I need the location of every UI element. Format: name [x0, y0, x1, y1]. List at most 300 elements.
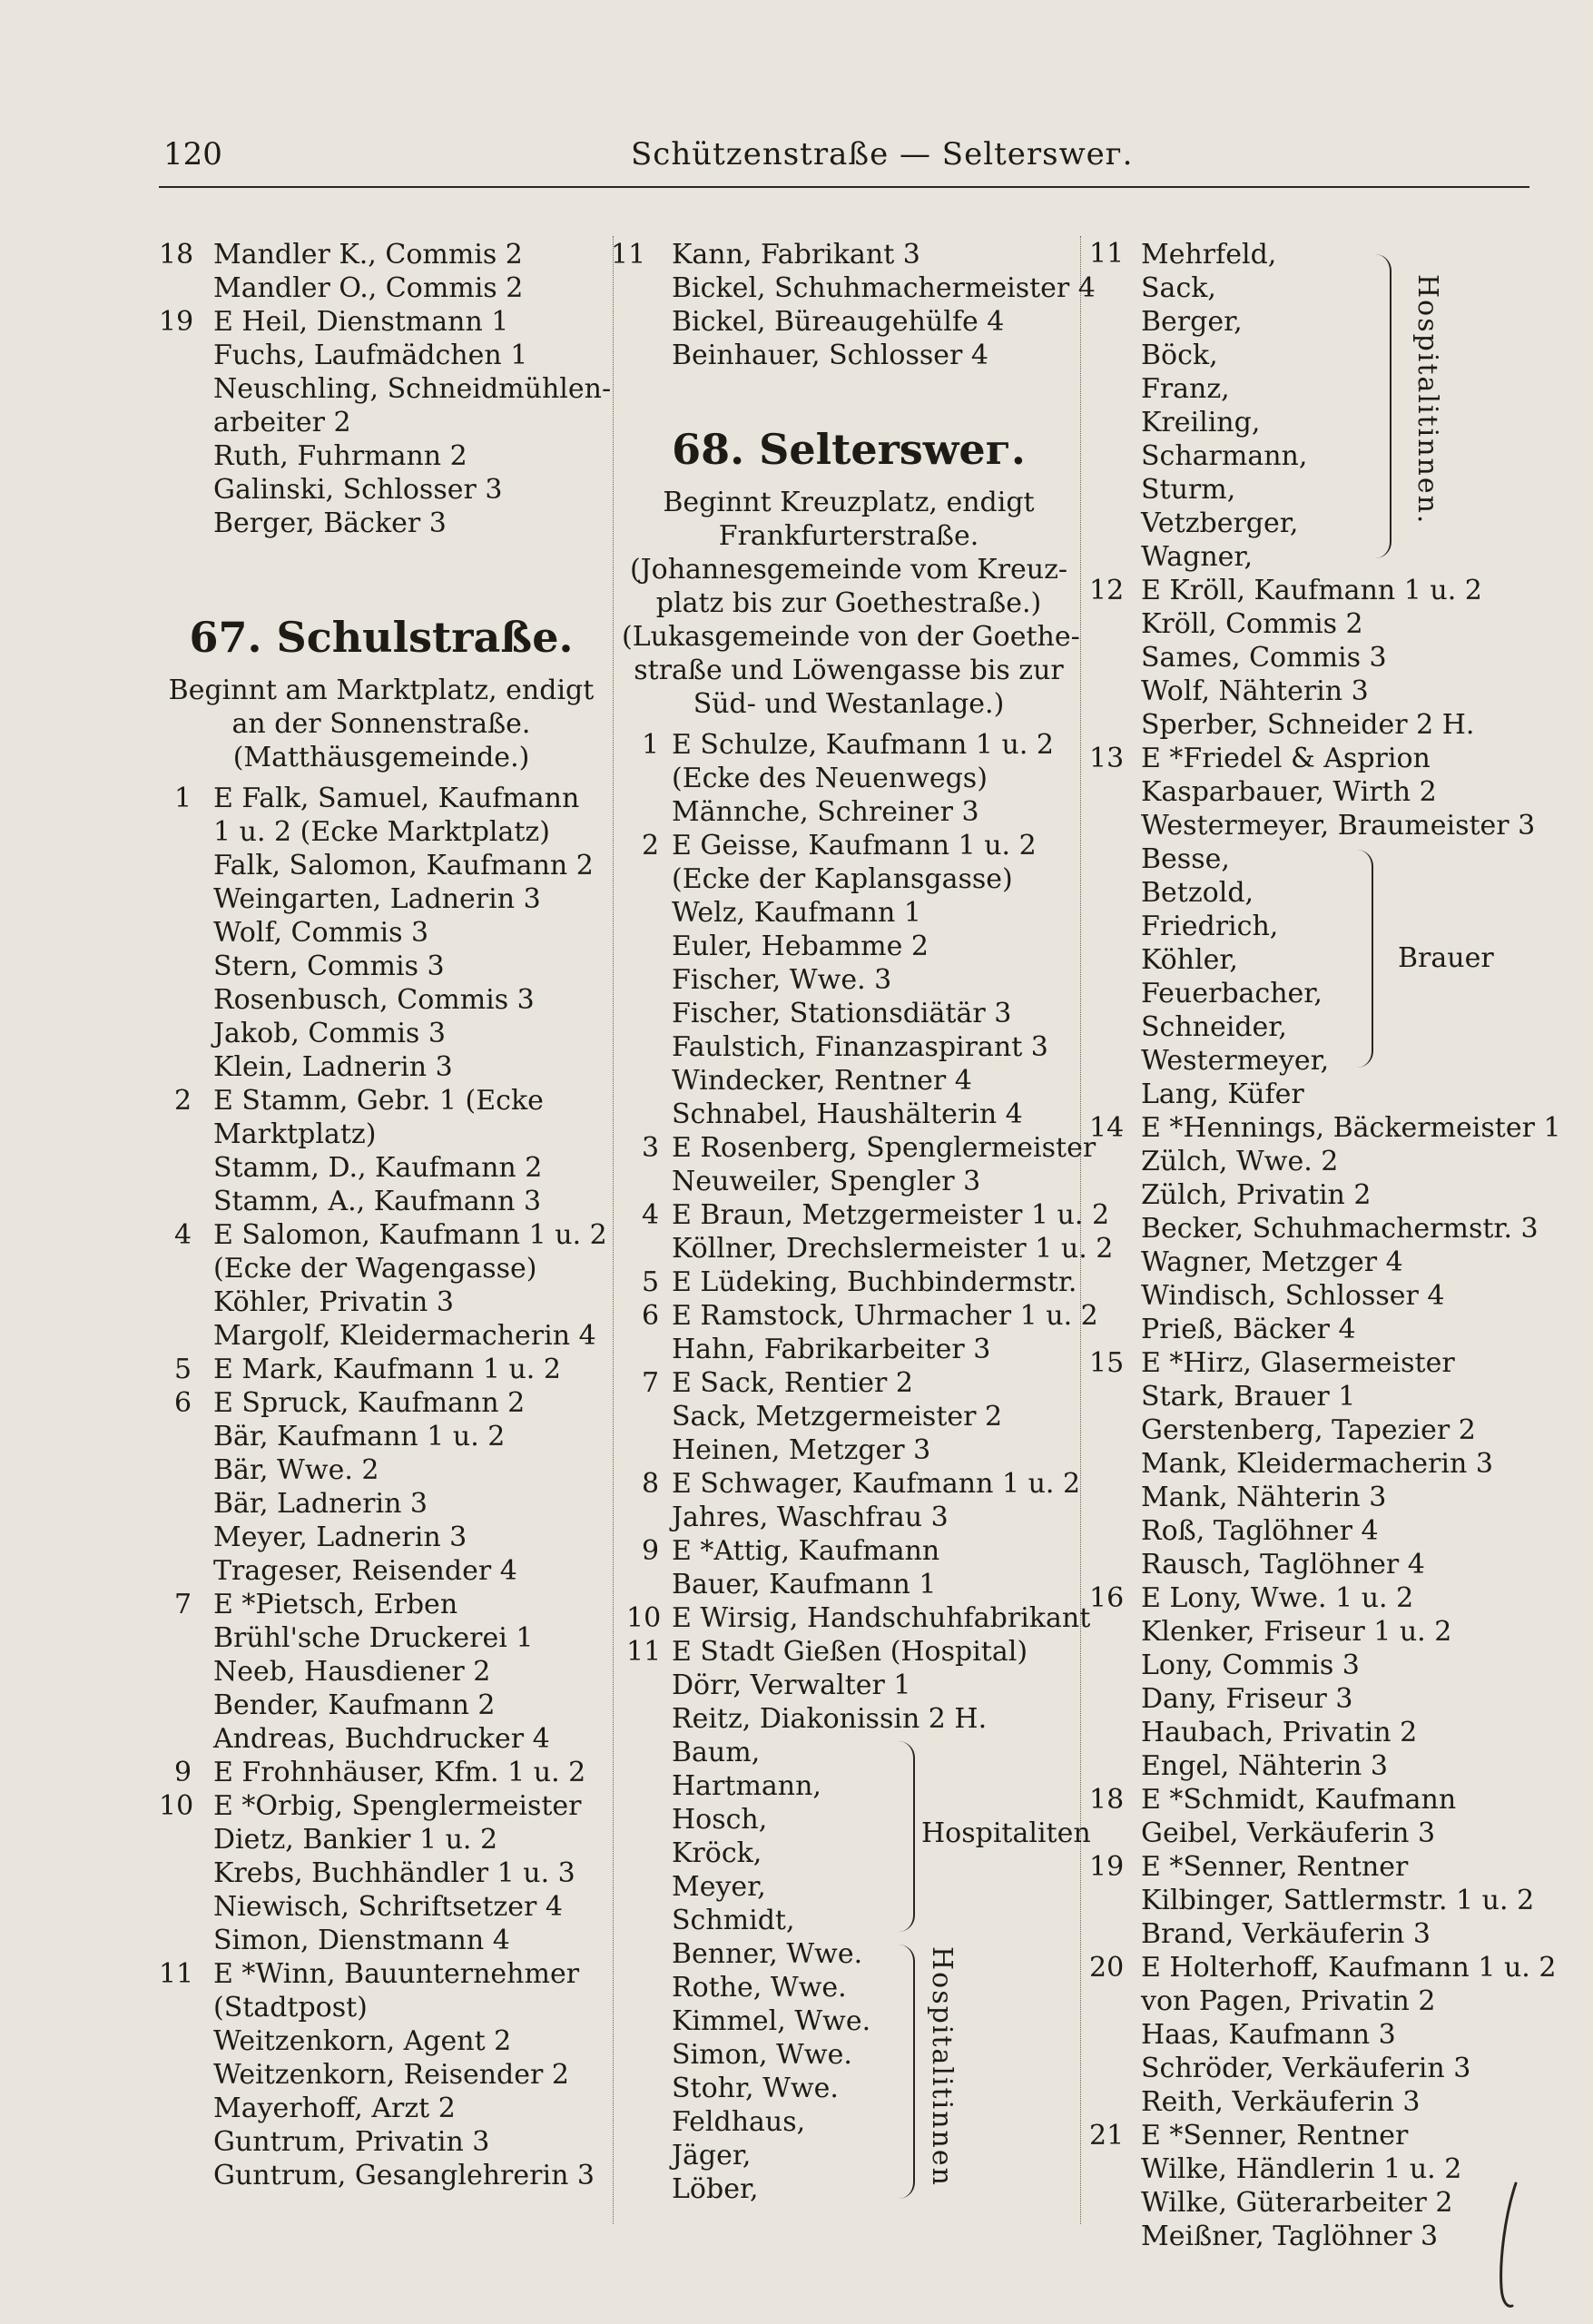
directory-entry — [159, 2024, 604, 2058]
section-desc-line: platz bis zur Goethestraße.) — [655, 587, 1042, 619]
entry-text: Prieß, Bäcker 4 — [1141, 1314, 1356, 1345]
entry-text: von Pagen, Privatin 2 — [1141, 1985, 1436, 2017]
entry-text: E Rosenberg, Spenglermeister — [672, 1132, 1096, 1164]
entry-text: Haubach, Privatin 2 — [1141, 1717, 1418, 1748]
directory-entry — [622, 896, 1076, 930]
directory-entry — [622, 1501, 1076, 1534]
directory-entry — [1085, 2186, 1529, 2220]
directory-entry — [622, 1467, 1081, 1501]
house-number: 13 — [1089, 743, 1125, 774]
house-number: 5 — [174, 1354, 192, 1385]
group-member: Wagner, — [1141, 541, 1253, 573]
directory-entry — [1085, 1749, 1529, 1783]
entry-text: Becker, Schuhmachermstr. 3 — [1141, 1213, 1539, 1245]
selterweg-description — [622, 486, 1080, 721]
entry-text: Jakob, Commis 3 — [213, 1018, 446, 1049]
entry-text: E Braun, Metzgermeister 1 u. 2 — [672, 1199, 1110, 1231]
directory-entry — [622, 1601, 1091, 1635]
directory-entry — [159, 1151, 604, 1185]
directory-entry — [622, 1098, 1076, 1131]
directory-entry — [622, 1534, 1076, 1568]
group-member: Böck, — [1141, 340, 1218, 371]
directory-entry — [159, 1588, 604, 1621]
entry-text: Roß, Taglöhner 4 — [1141, 1515, 1379, 1547]
directory-entry — [622, 1635, 1076, 1669]
directory-entry — [159, 1890, 604, 1924]
directory-entry — [1085, 2119, 1529, 2152]
group-member: Kimmel, Wwe. — [672, 2005, 871, 2037]
entry-text: Hahn, Fabrikarbeiter 3 — [672, 1334, 991, 1365]
house-number: 1 — [642, 729, 660, 761]
directory-entry — [1085, 1581, 1529, 1615]
house-number: 7 — [642, 1367, 660, 1399]
group-member: Scharmann, — [1141, 440, 1308, 472]
entry-text: Klenker, Friseur 1 u. 2 — [1141, 1616, 1452, 1648]
entry-text: Mandler O., Commis 2 — [213, 272, 524, 304]
directory-entry — [159, 1554, 604, 1588]
directory-entry — [1085, 775, 1529, 809]
directory-entry — [1085, 708, 1529, 742]
directory-entry — [159, 439, 604, 473]
directory-entry — [159, 1420, 604, 1453]
entry-text: Kann, Fabrikant 3 — [672, 239, 920, 271]
group-member: Köhler, — [1141, 944, 1238, 976]
directory-entry — [1085, 1145, 1529, 1178]
entry-text: E *Winn, Bauunternehmer — [213, 1958, 580, 1990]
house-number: 10 — [626, 1602, 662, 1634]
directory-entry — [159, 815, 604, 849]
entry-text: E Lony, Wwe. 1 u. 2 — [1141, 1582, 1414, 1614]
entry-text: Mank, Kleidermacherin 3 — [1141, 1448, 1493, 1480]
entry-text: Rosenbusch, Commis 3 — [213, 984, 535, 1016]
entry-text: arbeiter 2 — [213, 407, 351, 438]
directory-entry — [1085, 1078, 1529, 1111]
entry-text: Neuweiler, Spengler 3 — [672, 1166, 981, 1197]
directory-entry — [1085, 1716, 1529, 1749]
entry-text: Wolf, Nähterin 3 — [1141, 675, 1369, 707]
directory-entry — [1085, 1682, 1529, 1716]
directory-entry — [159, 1655, 604, 1689]
section-desc-line: (Lukasgemeinde von der Goethe- — [622, 621, 1080, 653]
directory-entry — [1085, 1111, 1561, 1145]
section-desc-line: Frankfurterstraße. — [718, 520, 979, 552]
directory-entry — [159, 339, 604, 372]
entry-text: Stark, Brauer 1 — [1141, 1381, 1356, 1413]
entry-text: Lang, Küfer — [1141, 1078, 1304, 1110]
house-number: 9 — [174, 1757, 192, 1788]
entry-text: E *Orbig, Spenglermeister — [213, 1790, 582, 1822]
directory-entry — [622, 305, 1076, 339]
entry-text: Lony, Commis 3 — [1141, 1649, 1360, 1681]
directory-entry — [1085, 1212, 1539, 1246]
group-member: Kröck, — [672, 1837, 762, 1869]
directory-entry — [159, 473, 604, 507]
group-member: Kreiling, — [1141, 407, 1261, 438]
directory-entry — [622, 1299, 1098, 1333]
group-member: Hosch, — [672, 1804, 768, 1836]
group-member: Schneider, — [1141, 1011, 1287, 1043]
entry-text: (Ecke der Wagengasse) — [213, 1253, 537, 1285]
entry-text: Bär, Wwe. 2 — [213, 1454, 379, 1486]
house-number: 21 — [1089, 2120, 1125, 2152]
directory-entry — [159, 2159, 604, 2192]
group-member: Betzold, — [1141, 877, 1254, 909]
entry-text: Mayerhoff, Arzt 2 — [213, 2093, 456, 2124]
house-number: 11 — [611, 239, 646, 271]
group-label-hospitaliten: Hospitaliten — [921, 1817, 1091, 1849]
directory-entry — [622, 1131, 1096, 1165]
directory-entry — [159, 983, 604, 1017]
entry-text: Andreas, Buchdrucker 4 — [213, 1723, 550, 1755]
house-number: 6 — [642, 1300, 660, 1332]
entry-text: Kilbinger, Sattlermstr. 1 u. 2 — [1141, 1885, 1535, 1916]
entry-text: Weitzenkorn, Agent 2 — [213, 2025, 512, 2057]
directory-entry — [1085, 1246, 1529, 1279]
entry-text: Krebs, Buchhändler 1 u. 3 — [213, 1857, 575, 1889]
running-title: Schützenstraße — Selterswег. — [631, 136, 1134, 172]
entry-text: Wilke, Händlerin 1 u. 2 — [1141, 2153, 1462, 2185]
entry-text: Männche, Schreiner 3 — [672, 796, 979, 828]
brauer-group — [1085, 842, 1529, 1078]
directory-entry — [1085, 1178, 1529, 1212]
entry-text: Wolf, Commis 3 — [213, 917, 429, 949]
group-member: Feldhaus, — [672, 2106, 806, 2138]
entry-text: Mandler K., Commis 2 — [213, 239, 523, 271]
directory-entry — [1085, 1984, 1529, 2018]
group-member: Sturm, — [1141, 474, 1236, 506]
directory-entry — [622, 1265, 1076, 1299]
section-desc-line: (Matthäusgemeinde.) — [232, 742, 530, 773]
directory-entry — [622, 997, 1076, 1030]
directory-entry — [1085, 1884, 1535, 1917]
directory-entry — [622, 1366, 1076, 1400]
entry-text: E Sack, Rentier 2 — [672, 1367, 913, 1399]
group-member: Besse, — [1141, 843, 1230, 875]
directory-entry — [1085, 1917, 1529, 1951]
directory-entry — [159, 1689, 604, 1722]
directory-entry — [1085, 1380, 1529, 1413]
schuetzenstrasse-continued — [159, 238, 612, 540]
group-member: Friedrich, — [1141, 911, 1279, 942]
entry-text: E Stamm, Gebr. 1 (Ecke — [213, 1085, 544, 1117]
directory-entry — [1085, 607, 1529, 641]
directory-entry — [1085, 2018, 1529, 2052]
house-number: 20 — [1089, 1952, 1125, 1984]
directory-entry — [159, 1756, 604, 1789]
entry-text: Stern, Commis 3 — [213, 950, 445, 982]
entry-text: Weitzenkorn, Reisender 2 — [213, 2059, 569, 2091]
entry-text: Galinski, Schlosser 3 — [213, 474, 503, 506]
house-number: 12 — [1089, 575, 1125, 606]
group-member: Mehrfeld, — [1141, 239, 1277, 271]
group-member: Benner, Wwe. — [672, 1938, 863, 1970]
directory-entry — [159, 782, 604, 815]
entry-text: Geibel, Verkäuferin 3 — [1141, 1817, 1436, 1849]
directory-entry — [1085, 641, 1529, 675]
directory-entry — [159, 1957, 604, 1991]
entry-text: Welz, Kaufmann 1 — [672, 897, 921, 929]
group-member: Franz, — [1141, 373, 1230, 405]
hospitalitinnen-group — [622, 1937, 1076, 2206]
entry-text: Mank, Nähterin 3 — [1141, 1482, 1387, 1513]
house-number: 11 — [1089, 238, 1125, 270]
directory-entry — [622, 1064, 1076, 1098]
directory-entry — [622, 1165, 1076, 1198]
brace — [1375, 254, 1391, 558]
entry-text: (Stadtpost) — [213, 1992, 368, 2024]
directory-entry — [1085, 2152, 1529, 2186]
entry-text: Sames, Commis 3 — [1141, 642, 1387, 674]
directory-entry — [1085, 2085, 1529, 2119]
entry-text: Windisch, Schlosser 4 — [1141, 1280, 1445, 1312]
directory-entry — [622, 1568, 1076, 1601]
directory-entry — [159, 1319, 604, 1353]
entry-text: Zülch, Privatin 2 — [1141, 1179, 1372, 1211]
directory-entry — [1085, 1447, 1529, 1481]
entry-text: Guntrum, Gesanglehrerin 3 — [213, 2160, 595, 2191]
house-number: 11 — [626, 1636, 662, 1668]
directory-entry — [1085, 1783, 1529, 1817]
directory-entry — [1085, 1649, 1529, 1682]
group-member: Meyer, — [672, 1871, 766, 1903]
directory-entry — [1085, 1481, 1529, 1514]
group-label-hospitalitinnen: Hospitalitinnen — [926, 1946, 958, 2187]
entry-text: Weingarten, Ladnerin 3 — [213, 883, 541, 915]
house-number: 18 — [159, 239, 194, 271]
directory-entry — [159, 2058, 604, 2092]
directory-entry — [159, 372, 612, 406]
entry-text: Rausch, Taglöhner 4 — [1141, 1549, 1425, 1581]
directory-entry — [1085, 574, 1529, 607]
directory-entry — [159, 1856, 604, 1890]
schulstrasse-entries — [159, 782, 607, 2192]
hospitalitinnen-group — [1085, 238, 1529, 574]
entry-text: Engel, Nähterin 3 — [1141, 1750, 1388, 1782]
directory-entry — [159, 2125, 604, 2159]
group-member: Baum, — [672, 1737, 761, 1768]
directory-entry — [159, 1453, 604, 1487]
house-number: 4 — [642, 1199, 660, 1231]
entry-text: Dany, Friseur 3 — [1141, 1683, 1353, 1715]
entry-text: Kasparbauer, Wirth 2 — [1141, 776, 1437, 808]
house-number: 1 — [174, 783, 192, 814]
directory-entry — [159, 1621, 604, 1655]
directory-entry — [622, 728, 1076, 762]
entry-text: Simon, Dienstmann 4 — [213, 1925, 510, 1956]
directory-entry — [622, 1702, 1076, 1736]
directory-entry — [622, 762, 1076, 795]
directory-entry — [1085, 2220, 1529, 2253]
directory-entry — [622, 1198, 1110, 1232]
directory-entry — [159, 882, 604, 916]
directory-entry — [159, 950, 604, 983]
entry-text: Reith, Verkäuferin 3 — [1141, 2086, 1421, 2118]
entry-text: Stamm, A., Kaufmann 3 — [213, 1186, 542, 1217]
group-member: Sack, — [1141, 272, 1216, 304]
entry-text: Neeb, Hausdiener 2 — [213, 1656, 491, 1688]
section-desc-line: Beginnt am Marktplatz, endigt — [168, 675, 595, 706]
directory-entry — [622, 930, 1076, 963]
entry-text: E Heil, Dienstmann 1 — [213, 306, 509, 338]
group-member: Feuerbacher, — [1141, 978, 1323, 1009]
entry-text: Marktplatz) — [213, 1118, 377, 1150]
group-member: Westermeyer, — [1141, 1045, 1330, 1077]
entry-text: E Frohnhäuser, Kfm. 1 u. 2 — [213, 1757, 586, 1788]
entry-text: Fuchs, Laufmädchen 1 — [213, 340, 528, 371]
entry-text: Fischer, Wwe. 3 — [672, 964, 892, 996]
group-label-hospitalitinnen: Hospitalitinnen. — [1411, 274, 1443, 526]
brace — [899, 1945, 915, 2199]
entry-text: Zülch, Wwe. 2 — [1141, 1146, 1339, 1177]
entry-text: E *Schmidt, Kaufmann — [1141, 1784, 1457, 1816]
entry-text: Westermeyer, Braumeister 3 — [1141, 810, 1536, 842]
entry-text: (Ecke der Kaplansgasse) — [672, 863, 1013, 895]
directory-entry — [622, 1400, 1076, 1433]
directory-entry — [1085, 1548, 1529, 1581]
entry-text: Gerstenberg, Tapezier 2 — [1141, 1414, 1476, 1446]
directory-entry — [159, 305, 604, 339]
directory-entry — [159, 1050, 604, 1084]
entry-text: Sperber, Schneider 2 H. — [1141, 709, 1475, 741]
schulstrasse-continued — [611, 238, 1096, 372]
entry-text: Guntrum, Privatin 3 — [213, 2126, 490, 2158]
entry-text: Kröll, Commis 2 — [1141, 608, 1363, 640]
entry-text: Niewisch, Schriftsetzer 4 — [213, 1891, 563, 1923]
house-number: 3 — [642, 1132, 660, 1164]
house-number: 18 — [1089, 1784, 1125, 1816]
entry-text: Berger, Bäcker 3 — [213, 507, 447, 539]
directory-entry — [622, 271, 1096, 305]
entry-text: Haas, Kaufmann 3 — [1141, 2019, 1396, 2051]
house-number: 19 — [1089, 1851, 1125, 1883]
directory-entry — [159, 406, 604, 439]
house-number: 7 — [174, 1589, 192, 1620]
house-number: 14 — [1089, 1112, 1125, 1144]
entry-text: E *Attig, Kaufmann — [672, 1535, 940, 1567]
directory-entry — [159, 1487, 604, 1521]
group-member: Simon, Wwe. — [672, 2039, 852, 2071]
directory-entry — [1085, 809, 1536, 842]
directory-entry — [159, 1084, 604, 1118]
entry-text: (Ecke des Neuenwegs) — [672, 763, 988, 794]
entry-text: Bär, Ladnerin 3 — [213, 1488, 428, 1520]
group-label-brauer: Brauer — [1398, 942, 1494, 974]
entry-text: Falk, Salomon, Kaufmann 2 — [213, 850, 594, 881]
entry-text: Sack, Metzgermeister 2 — [672, 1401, 1003, 1433]
directory-entry — [622, 1433, 1076, 1467]
entry-text: Meyer, Ladnerin 3 — [213, 1521, 467, 1553]
entry-text: Meißner, Taglöhner 3 — [1141, 2221, 1439, 2252]
entry-text: E Wirsig, Handschuhfabrikant — [672, 1602, 1091, 1634]
directory-entry — [622, 1333, 1076, 1366]
entry-text: Beinhauer, Schlosser 4 — [672, 340, 988, 371]
section-desc-line: Süd- und Westanlage.) — [693, 688, 1005, 720]
group-member: Vetzberger, — [1141, 507, 1299, 539]
house-number: 16 — [1089, 1582, 1125, 1614]
directory-entry — [622, 963, 1076, 997]
directory-entry — [622, 829, 1076, 862]
entry-text: Bär, Kaufmann 1 u. 2 — [213, 1421, 506, 1452]
house-number: 2 — [642, 830, 660, 862]
house-number: 5 — [642, 1266, 660, 1298]
directory-entry — [1085, 2052, 1529, 2085]
directory-entry — [1085, 1346, 1529, 1380]
house-number: 11 — [159, 1958, 194, 1990]
group-member: Stohr, Wwe. — [672, 2073, 839, 2104]
entry-text: Windecker, Rentner 4 — [672, 1065, 972, 1097]
entry-text: Stamm, D., Kaufmann 2 — [213, 1152, 543, 1184]
selterweg-entries-14-21 — [1085, 1078, 1561, 2253]
directory-entry — [1085, 1951, 1557, 1984]
entry-text: E Mark, Kaufmann 1 u. 2 — [213, 1354, 561, 1385]
section-title-schulstrasse: 67. Schulstraße. — [189, 613, 574, 662]
entry-text: E Stadt Gießen (Hospital) — [672, 1636, 1028, 1668]
entry-text: E Salomon, Kaufmann 1 u. 2 — [213, 1219, 607, 1251]
entry-text: E Geisse, Kaufmann 1 u. 2 — [672, 830, 1037, 862]
directory-entry — [159, 1789, 604, 1823]
directory-entry — [159, 849, 604, 882]
directory-entry — [1085, 1279, 1529, 1313]
header-rule — [159, 186, 1529, 188]
directory-entry — [159, 1118, 604, 1151]
group-member: Jäger, — [672, 2140, 752, 2171]
directory-entry — [1085, 1850, 1529, 1884]
entry-text: Wilke, Güterarbeiter 2 — [1141, 2187, 1453, 2219]
entry-text: Köhler, Privatin 3 — [213, 1286, 455, 1318]
house-number: 19 — [159, 306, 194, 338]
group-member: Schmidt, — [672, 1905, 795, 1936]
directory-entry — [1085, 1313, 1529, 1346]
house-number: 10 — [159, 1790, 194, 1822]
column-divider — [613, 236, 614, 2224]
directory-entry — [622, 1669, 1076, 1702]
entry-text: Schnabel, Haushälterin 4 — [672, 1098, 1023, 1130]
directory-entry — [159, 1991, 604, 2024]
entry-text: E Holterhoff, Kaufmann 1 u. 2 — [1141, 1952, 1557, 1984]
entry-text: E Ramstock, Uhrmacher 1 u. 2 — [672, 1300, 1098, 1332]
section-desc-line: an der Sonnenstraße. — [231, 708, 531, 740]
entry-text: E *Hirz, Glasermeister — [1141, 1347, 1455, 1379]
section-title-selterweg: 68. Selterswег. — [672, 425, 1026, 474]
entry-text: E *Senner, Rentner — [1141, 1851, 1409, 1883]
entry-text: E *Pietsch, Erben — [213, 1589, 458, 1620]
entry-text: Heinen, Metzger 3 — [672, 1434, 931, 1466]
entry-text: Köllner, Drechslermeister 1 u. 2 — [672, 1233, 1114, 1265]
directory-entry — [159, 1823, 604, 1856]
directory-entry — [1085, 1615, 1529, 1649]
entry-text: Brühl'sche Druckerei 1 — [213, 1622, 534, 1654]
entry-text: E Kröll, Kaufmann 1 u. 2 — [1141, 575, 1482, 606]
group-member: Löber, — [672, 2173, 759, 2205]
directory-entry — [611, 238, 1076, 271]
selterweg-entries-12-13 — [1085, 574, 1536, 842]
entry-text: Bickel, Schuhmachermeister 4 — [672, 272, 1096, 304]
entry-text: E *Hennings, Bäckermeister 1 — [1141, 1112, 1561, 1144]
directory-entry — [159, 1353, 604, 1386]
directory-entry — [159, 1521, 604, 1554]
entry-text: Bauer, Kaufmann 1 — [672, 1569, 937, 1600]
directory-entry — [1085, 742, 1529, 775]
entry-text: E Spruck, Kaufmann 2 — [213, 1387, 526, 1419]
directory-entry — [159, 1252, 604, 1285]
directory-entry — [159, 1017, 604, 1050]
entry-text: Neuschling, Schneidmühlen- — [213, 373, 612, 405]
directory-entry — [159, 238, 604, 271]
hospitaliten-group — [622, 1736, 1091, 1937]
directory-entry — [622, 339, 1076, 372]
entry-text: E Falk, Samuel, Kaufmann — [213, 783, 580, 814]
column-3 — [1085, 238, 1561, 2253]
